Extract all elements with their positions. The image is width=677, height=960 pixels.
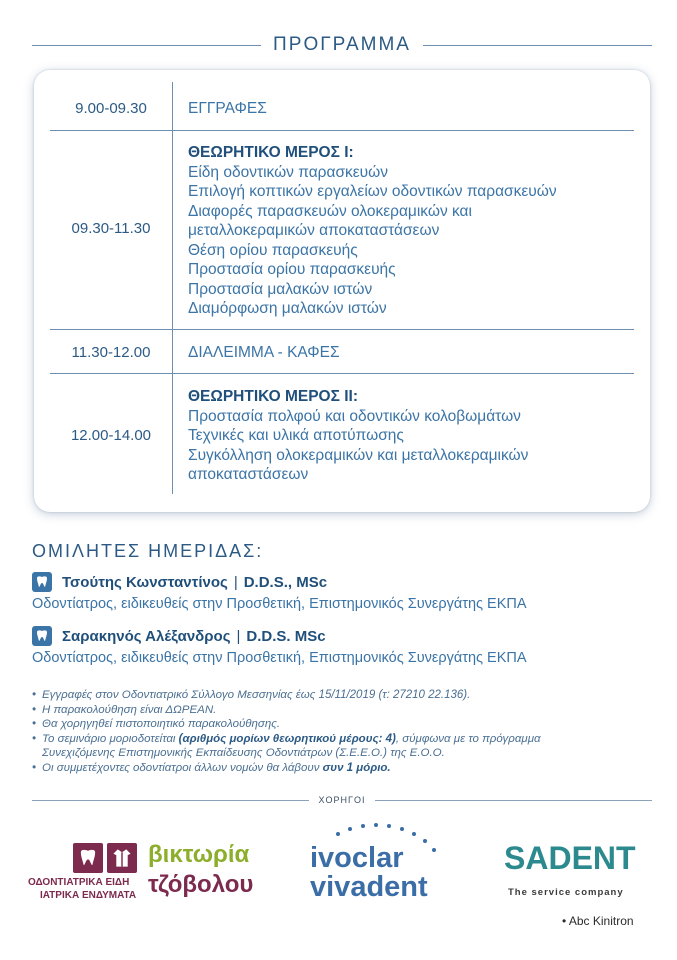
sponsors-divider-row (32, 795, 652, 805)
sponsor-name-line2: vivadent (310, 871, 428, 903)
row-line: Προστασία ορίου παρασκευής (188, 261, 396, 278)
row-line: μεταλλοκεραμικών αποκαταστάσεων (188, 222, 440, 239)
coat-icon (107, 843, 137, 873)
note-emphasis: (αριθμός μορίων θεωρητικού μέρους: 4) (178, 732, 396, 745)
speaker-name-row (32, 625, 652, 647)
tooth-icon (73, 843, 103, 873)
speaker-entry (32, 625, 652, 666)
note-text: Το σεμινάριο μοριοδοτείται (42, 732, 179, 745)
speaker-role: Οδοντίατρος, ειδικευθείς στην Προσθετική, Επιστημονικός Συνεργάτης ΕΚΠΑ (32, 650, 527, 666)
speaker-name-row (32, 571, 652, 593)
row-heading: ΘΕΩΡΗΤΙΚΟ ΜΕΡΟΣ ΙΙ: (188, 388, 359, 405)
program-title-row (32, 30, 652, 60)
sponsor-logo-sadent (504, 840, 654, 920)
sponsor-name-line1: ivoclar (310, 842, 404, 874)
row-line: Τεχνικές και υλικά αποτύπωσης (188, 427, 404, 444)
row-time: 09.30-11.30 (71, 220, 151, 237)
schedule-card (34, 70, 650, 512)
row-line: Προστασία μαλακών ιστών (188, 280, 373, 298)
column-divider (172, 82, 173, 494)
sponsor-name-line2: τζόβολου (148, 871, 254, 898)
sponsor-name-line1: SADENT (504, 840, 636, 876)
divider (32, 800, 309, 801)
row-time: 11.30-12.00 (71, 344, 151, 361)
sponsor-tagline: The service company (508, 887, 624, 898)
speaker-separator: | (236, 627, 241, 645)
divider (32, 45, 261, 46)
row-line: Θέση ορίου παρασκευής (188, 241, 358, 259)
row-line: Διαμόρφωση μαλακών ιστών (188, 300, 387, 317)
speakers-title: ΟΜΙΛΗΤΕΣ ΗΜΕΡΙΔΑΣ: (32, 541, 264, 561)
speaker-name: Τσούτης Κωνσταντίνος (62, 573, 228, 591)
row-heading: ΘΕΩΡΗΤΙΚΟ ΜΕΡΟΣ Ι: (188, 144, 354, 161)
note-text: Συνεχιζόμενης Επιστημονικής Εκπαίδευσης Οδοντιάτρων (Σ.Ε.Ε.Ο.) της Ε.Ο.Ο. (42, 747, 445, 760)
speaker-entry (32, 571, 652, 612)
divider (423, 45, 652, 46)
row-content (188, 143, 638, 319)
sponsors-label: ΧΟΡΗΓΟΙ (318, 795, 366, 805)
sponsor-extra: • Abc Kinitron (562, 914, 634, 928)
row-divider (50, 373, 634, 374)
tooth-icon (32, 572, 52, 592)
row-line: ΕΓΓΡΑΦΕΣ (188, 100, 267, 117)
program-title: ΠΡΟΓΡΑΜΜΑ (273, 34, 411, 55)
sponsor-logo-ivoclar (308, 822, 458, 912)
sponsor-icons (73, 843, 137, 873)
row-line: ΔΙΑΛΕΙΜΜΑ - ΚΑΦΕΣ (188, 344, 340, 361)
speaker-degree: D.D.S. MSc (246, 627, 326, 645)
sponsor-logo-viktoria (28, 843, 268, 903)
note-item: • Εγγραφές στον Οδοντιατρικό Σύλλογο Μεσσηνίας έως 15/11/2019 (τ: 27210 22.136). (32, 688, 657, 703)
sponsor-subtitle: ΟΔΟΝΤΙΑΤΡΙΚΑ ΕΙΔΗ (28, 877, 130, 888)
sponsor-subtitle: ΙΑΤΡΙΚΑ ΕΝΔΥΜΑΤΑ (40, 890, 137, 901)
note-item: • Η παρακολούθηση είναι ΔΩΡΕΑΝ. (32, 703, 657, 718)
divider (375, 800, 652, 801)
row-line: αποκαταστάσεων (188, 466, 309, 483)
row-line: Επιλογή κοπτικών εργαλείων οδοντικών παρασκευών (188, 183, 557, 200)
row-line: Συγκόλληση ολοκεραμικών και μεταλλοκεραμικών (188, 446, 529, 464)
row-content (188, 343, 638, 363)
row-content (188, 99, 638, 119)
speaker-role: Οδοντίατρος, ειδικευθείς στην Προσθετική, Επιστημονικός Συνεργάτης ΕΚΠΑ (32, 596, 527, 612)
speaker-degree: D.D.S., MSc (243, 573, 328, 591)
row-line: Διαφορές παρασκευών ολοκεραμικών και (188, 202, 472, 220)
note-text: Οι συμμετέχοντες οδοντίατροι άλλων νομών θα λάβουν (42, 761, 323, 774)
speaker-name: Σαρακηνός Αλέξανδρος (62, 627, 231, 645)
tooth-icon (32, 626, 52, 646)
row-divider (50, 130, 634, 131)
row-line: Είδη οδοντικών παρασκευών (188, 163, 389, 181)
speaker-separator: | (233, 573, 238, 591)
note-item: • Θα χορηγηθεί πιστοποιητικό παρακολούθησης. (32, 717, 657, 732)
notes-list (32, 688, 657, 776)
note-item (32, 761, 657, 776)
row-time: 9.00-09.30 (75, 100, 147, 117)
note-item (32, 732, 657, 761)
sponsor-name-line1: βικτωρία (148, 841, 250, 868)
note-text: , σύμφωνα με το πρόγραμμα (395, 732, 541, 745)
note-emphasis: συν 1 μόριο. (322, 761, 391, 774)
row-line: Προστασία πολφού και οδοντικών κολοβωμάτων (188, 407, 521, 425)
row-time: 12.00-14.00 (70, 427, 152, 444)
row-divider (50, 329, 634, 330)
row-content (188, 387, 638, 485)
